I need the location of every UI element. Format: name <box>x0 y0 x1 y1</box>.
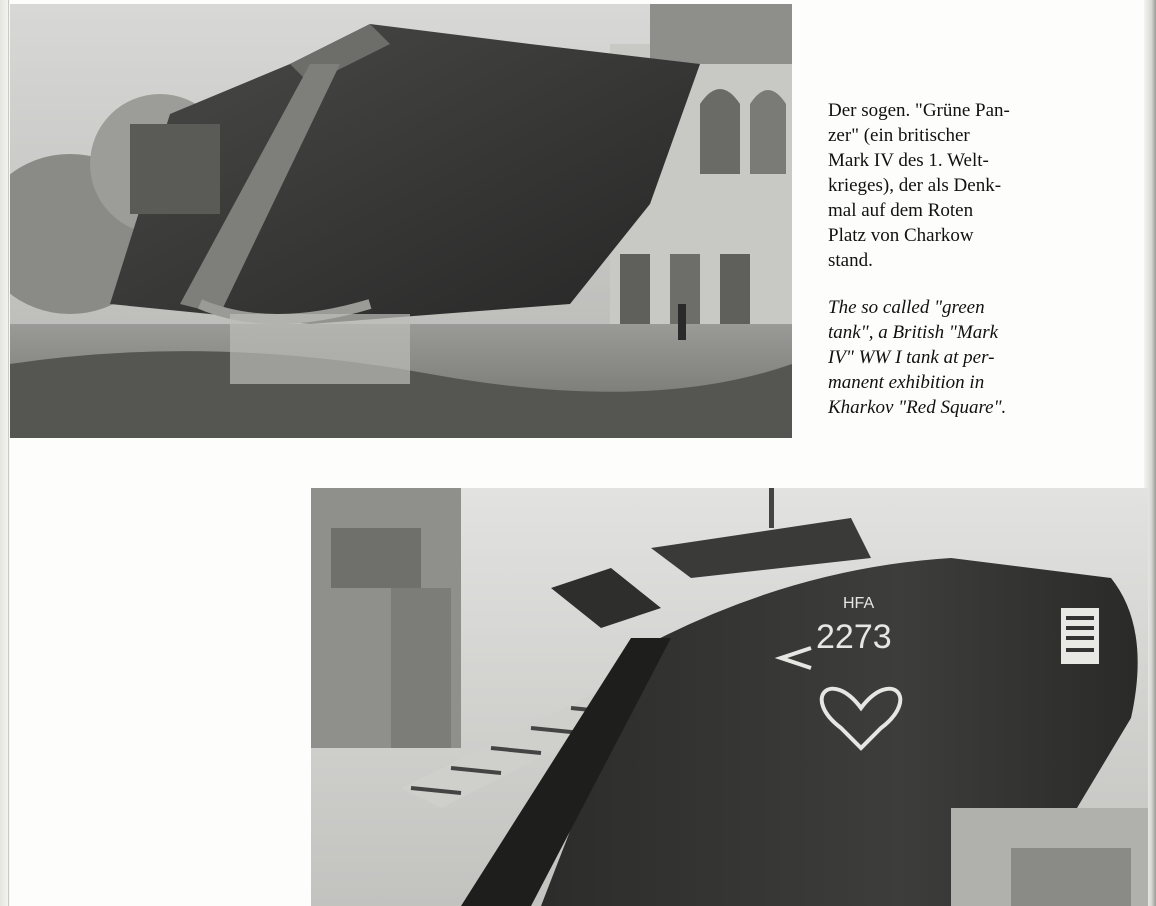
caption-german-text: Der sogen. "Grüne Pan- zer" (ein britischer Mark IV des 1. Welt- krieges), der als Denk- mal auf dem Roten Platz von Charkow stand. <box>828 100 1010 271</box>
painted-number: 2273 <box>816 618 892 656</box>
painted-prefix: HFA <box>843 595 875 612</box>
tank-photo-bottom-image <box>311 488 1148 906</box>
caption-english <box>828 295 1088 420</box>
caption-english-text: The so called "green tank", a British "Mark IV" WW I tank at per- manent exhibition in Kharkov "Red Square". <box>828 297 1007 418</box>
page-fold-line <box>8 0 9 906</box>
photo-bottom-tank-closeup <box>311 488 1148 906</box>
tank-photo-top-image <box>10 4 792 438</box>
caption-german <box>828 98 1088 273</box>
photo-top-tank-monument <box>10 4 792 438</box>
